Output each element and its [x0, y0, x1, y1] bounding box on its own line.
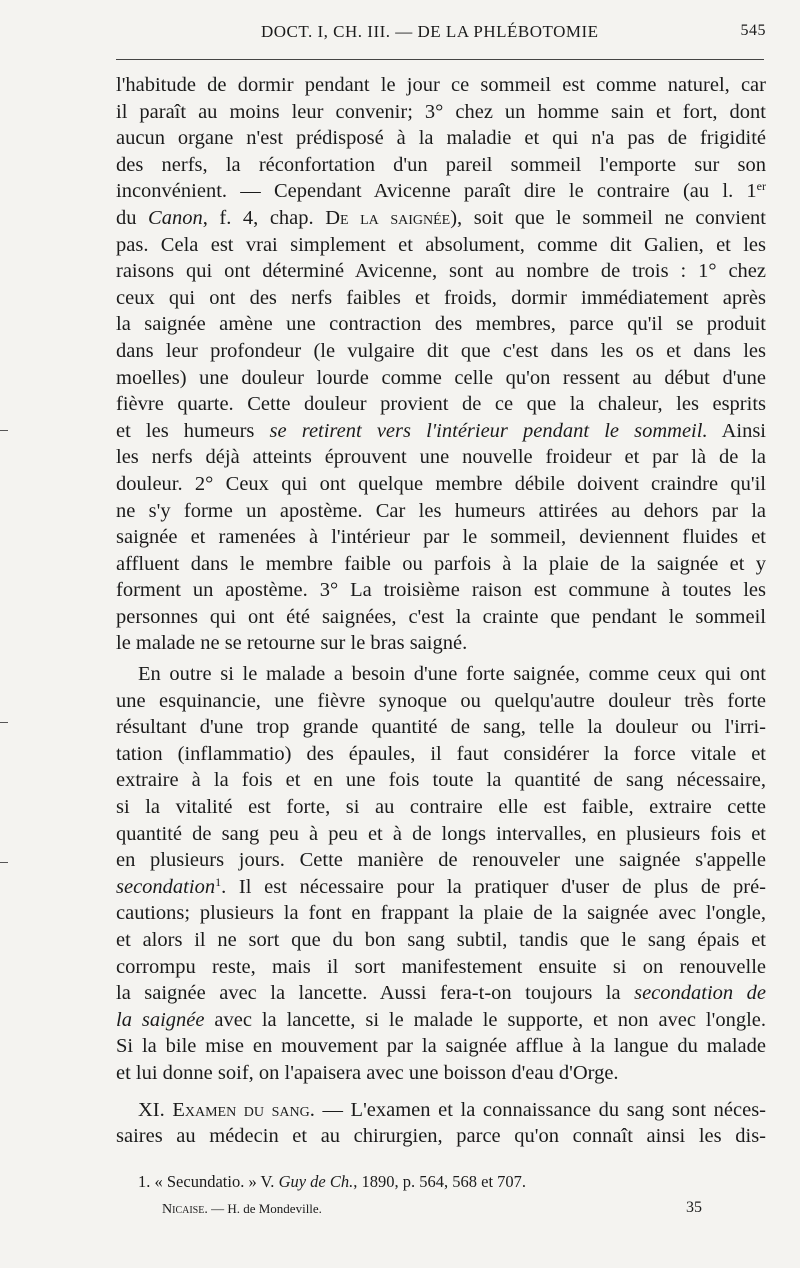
text-line — [116, 1097, 766, 1124]
text-line — [116, 874, 766, 901]
text-run: Ainsi — [707, 419, 766, 442]
margin-mark — [0, 722, 8, 723]
text-line: la saignée amène une contraction des membres, parce qu'il se produit — [116, 313, 766, 336]
text-line: douleur. 2° Ceux qui ont quelque membre débile doivent craindre qu'il — [116, 472, 766, 495]
italic-title: Canon — [148, 206, 203, 229]
italic-term: secondation de — [634, 982, 766, 1005]
text-line: en plusieurs jours. Cette manière de renouveler une saignée s'appelle — [116, 849, 766, 872]
footer-separator: — — [207, 1201, 228, 1216]
text-run: ), soit que le sommeil ne convient — [450, 206, 766, 229]
footer-author: Nicaise. — [162, 1202, 208, 1217]
italic-term: la saignée — [116, 1008, 205, 1031]
footer-work: H. de Mondeville. — [227, 1201, 322, 1216]
signature-number: 35 — [686, 1199, 702, 1216]
text-run: la saignée avec la lancette. Aussi fera-t-on toujours la — [116, 982, 635, 1005]
text-line: raisons qui ont déterminé Avicenne, sont au nombre de trois : 1° chez — [116, 260, 766, 283]
paragraph — [116, 661, 766, 1087]
body-text — [116, 72, 766, 1150]
margin-mark — [0, 862, 8, 863]
section-gap — [116, 1087, 766, 1097]
page-number: 545 — [740, 22, 766, 39]
footnote-reference: 1 — [215, 874, 222, 889]
text-line: des nerfs, la réconfortation d'un pareil sommeil l'emporte sur son — [116, 153, 766, 176]
text-line: tation (inflammatio) des épaules, il faut considérer la force vitale et — [116, 742, 766, 765]
text-line: il paraît au moins leur convenir; 3° chez un homme sain et fort, dont — [116, 100, 766, 123]
text-line: saignée et ramenées à l'intérieur par le sommeil, deviennent fluides et — [116, 526, 766, 549]
italic-term: secondation — [116, 875, 216, 898]
text-line — [116, 418, 766, 445]
text-line: l'habitude de dormir pendant le jour ce sommeil est comme naturel, car — [116, 74, 766, 96]
text-line: si la vitalité est forte, si au contraire elle est faible, extraire cette — [116, 796, 766, 819]
footer-credit — [162, 1201, 322, 1218]
text-line: corrompu reste, mais il sort manifestement ensuite si on renouvelle — [116, 955, 766, 978]
text-run: avec la lancette, si le malade le supporte, et non avec l'ongle. — [204, 1008, 766, 1031]
text-line: extraire à la fois et en une fois toute la quantité de sang nécessaire, — [116, 769, 766, 792]
superscript: er — [756, 179, 766, 194]
text-line: affluent dans le membre faible ou parfois à la plaie de la saignée et y — [116, 552, 766, 575]
text-line: cautions; plusieurs la font en frappant la plaie de la saignée avec l'ongle, — [116, 902, 766, 925]
smallcaps-title: De la saignée — [325, 206, 451, 229]
footnote — [138, 1172, 738, 1192]
section-number: XI. — [138, 1098, 165, 1121]
text-run: , 1890, p. 564, 568 et 707. — [353, 1172, 527, 1191]
italic-citation: Guy de Ch. — [278, 1172, 354, 1191]
footnote-marker: 1. — [138, 1172, 151, 1191]
text-line: ceux qui ont des nerfs faibles et froids, dormir immédiatement après — [116, 286, 766, 309]
margin-mark — [0, 430, 8, 431]
text-run: — L'examen et la connaissance du sang sont néces- — [314, 1098, 767, 1121]
text-line: fièvre quarte. Cette douleur provient de ce que la chaleur, les esprits — [116, 393, 766, 416]
running-head — [116, 22, 766, 46]
running-title: DOCT. I, CH. III. — DE LA PHLÉBOTOMIE — [261, 22, 599, 41]
text-line: et lui donne soif, on l'apaisera avec une boisson d'eau d'Orge. — [116, 1061, 619, 1084]
text-line: quantité de sang peu à peu et à de longs intervalles, en plusieurs fois et — [116, 822, 766, 845]
text-line — [116, 178, 766, 205]
text-line: pas. Cela est vrai simplement et absolument, comme dit Galien, et les — [116, 233, 766, 256]
text-line: le malade ne se retourne sur le bras saigné. — [116, 632, 468, 655]
text-line: les nerfs déjà atteints éprouvent une nouvelle froideur et par là de la — [116, 446, 766, 469]
italic-phrase: se retirent vers l'intérieur pendant le sommeil. — [269, 419, 708, 442]
paragraph-continued — [116, 72, 766, 657]
text-line: résultant d'une trop grande quantité de sang, telle la douleur ou l'irri- — [116, 716, 766, 739]
section-xi — [116, 1097, 766, 1150]
text-run: et les humeurs — [116, 419, 270, 442]
text-line — [116, 980, 766, 1007]
text-line: personnes qui ont été saignées, c'est la crainte que pendant le sommeil — [116, 605, 766, 628]
text-line — [116, 205, 766, 232]
text-line: moelles) une douleur lourde comme celle qu'on ressent au début d'une — [116, 366, 766, 389]
text-line — [116, 1007, 766, 1034]
text-run: , f. 4, chap. — [202, 206, 326, 229]
text-line: aucun organe n'est prédisposé à la maladie et qui n'a pas de frigidité — [116, 127, 766, 150]
text-run: du — [116, 206, 149, 229]
text-line: forment un apostème. 3° La troisième raison est commune à toutes les — [116, 579, 766, 602]
text-line: En outre si le malade a besoin d'une forte saignée, comme ceux qui ont — [138, 663, 766, 686]
text-run: . Il est nécessaire pour la pratiquer d'user de plus de pré- — [221, 875, 766, 898]
text-line: dans leur profondeur (le vulgaire dit que c'est dans les os et dans les — [116, 339, 766, 362]
text-line: saires au médecin et au chirurgien, parce qu'on connaît ainsi les dis- — [116, 1125, 766, 1148]
text-line: une esquinancie, une fièvre synoque ou quelqu'autre douleur très forte — [116, 689, 766, 712]
text-line: ne s'y forme un apostème. Car les humeurs attirées au dehors par la — [116, 499, 766, 522]
header-rule — [116, 59, 764, 60]
printer-signature-line — [162, 1199, 702, 1219]
section-heading: Examen du sang. — [172, 1098, 315, 1121]
text-run: inconvénient. — Cependant Avicenne paraît dire le contraire (au l. 1 — [116, 180, 757, 203]
text-run: « Secundatio. » V. — [150, 1172, 279, 1191]
text-line: et alors il ne sort que du bon sang subtil, tandis que le sang épais et — [116, 929, 766, 951]
text-line: Si la bile mise en mouvement par la saignée afflue à la langue du malade — [116, 1035, 766, 1058]
